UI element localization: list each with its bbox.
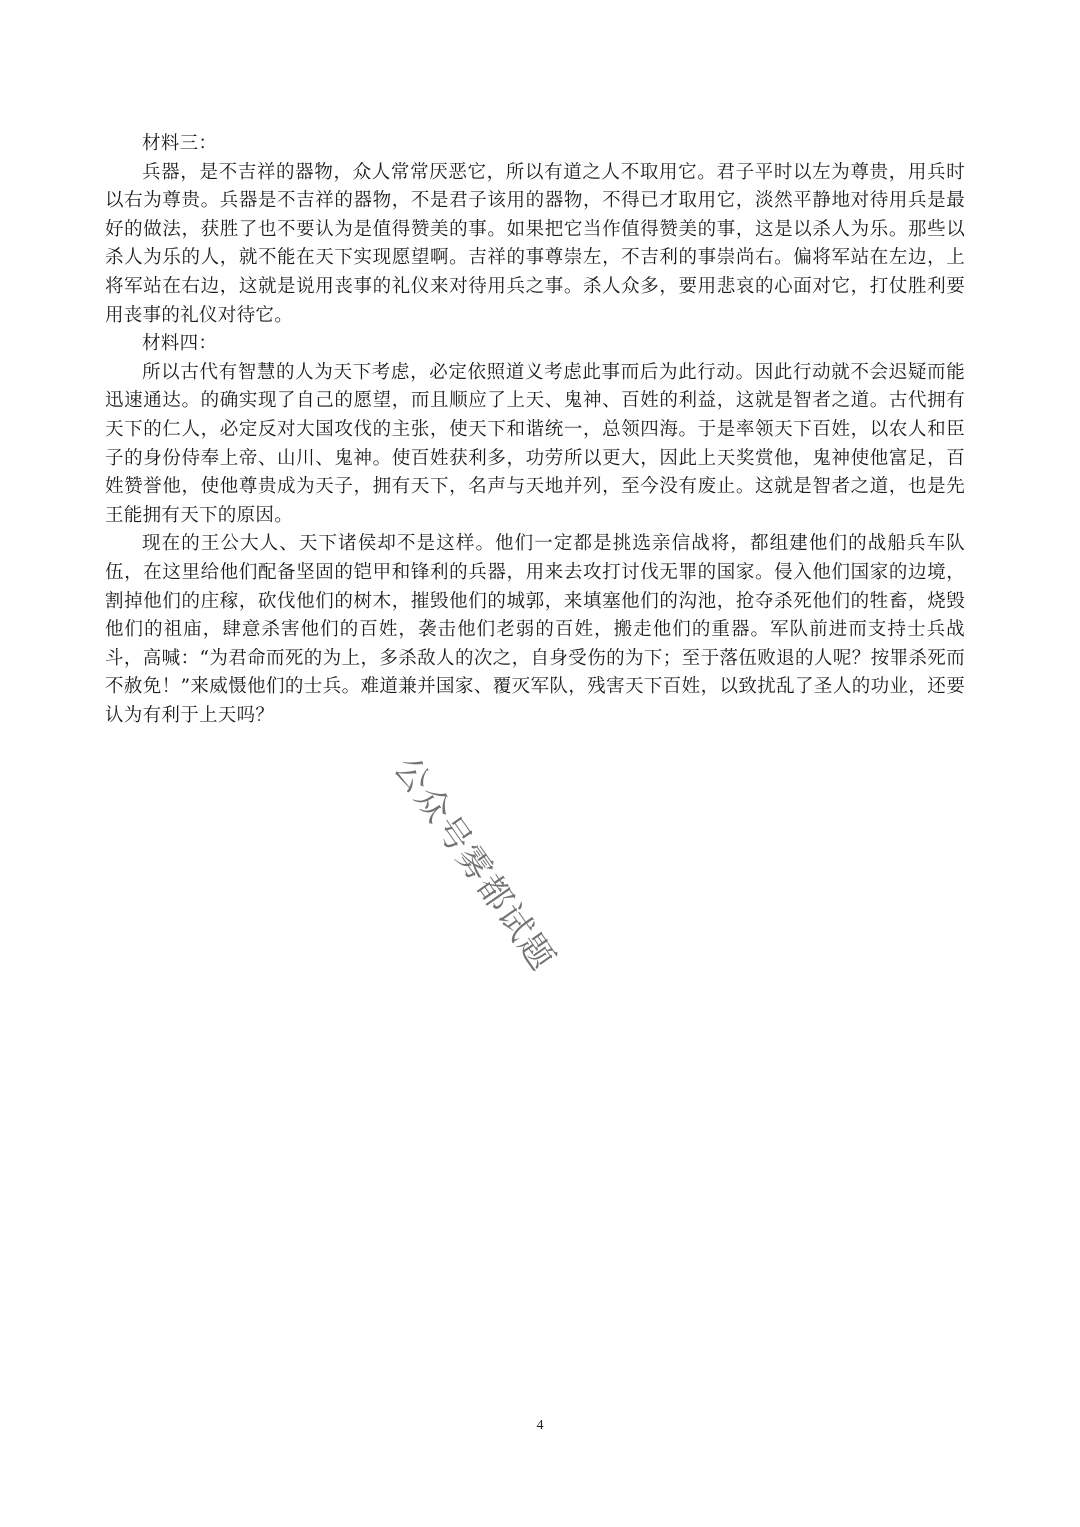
material-4-paragraph-2: 现在的王公大人、天下诸侯却不是这样。他们一定都是挑选亲信战将，都组建他们的战船兵车队伍，在这里给他们配备坚固的铠甲和锋利的兵器，用来去攻打讨伐无罪的国家。侵入他们国家的边境，割掉他们的庄稼，砍伐他们的树木，摧毁他们的城郭，来填塞他们的沟池，抢夺杀死他们的牲畜，烧毁他们的祖庙，肆意杀害他们的百姓，袭击他们老弱的百姓，搬走他们的重器。军队前进而支持士兵战斗，高喊：“为君命而死的为上，多杀敌人的次之，自身受伤的为下；至于落伍败退的人呢？按罪杀死而不赦免！”来威慑他们的士兵。难道兼并国家、覆灭军队，残害天下百姓，以致扰乱了圣人的功业，还要认为有利于上天吗？ (105, 533, 965, 726)
material-3-paragraph: 兵器，是不吉祥的器物，众人常常厌恶它，所以有道之人不取用它。君子平时以左为尊贵，用兵时以右为尊贵。兵器是不吉祥的器物，不是君子该用的器物，不得已才取用它，淡然平静地对待用兵是最好的做法，获胜了也不要认为是值得赞美的事。如果把它当作值得赞美的事，这是以杀人为乐。那些以杀人为乐的人，就不能在天下实现愿望啊。吉祥的事尊崇左，不吉利的事崇尚右。偏将军站在左边，上将军站在右边，这就是说用丧事的礼仪来对待用兵之事。杀人众多，要用悲哀的心面对它，打仗胜利要用丧事的礼仪对待它。 (105, 161, 965, 326)
material-4-paragraph-1: 所以古代有智慧的人为天下考虑，必定依照道义考虑此事而后为此行动。因此行动就不会迟疑而能迅速通达。的确实现了自己的愿望，而且顺应了上天、鬼神、百姓的利益，这就是智者之道。古代拥有天下的仁人，必定反对大国攻伐的主张，使天下和谐统一，总领四海。于是率领天下百姓，以农人和臣子的身份侍奉上帝、山川、鬼神。使百姓获利多，功劳所以更大，因此上天奖赏他，鬼神使他富足，百姓赞誉他，使他尊贵成为天子，拥有天下，名声与天地并列，至今没有废止。这就是智者之道，也是先王能拥有天下的原因。 (105, 361, 965, 526)
material-3-heading: 材料三： (142, 133, 218, 154)
material-4-heading: 材料四： (142, 333, 218, 355)
document-body (105, 130, 965, 730)
page-number: 4 (536, 1418, 544, 1433)
watermark: 公众号雾都试题 (385, 749, 563, 979)
